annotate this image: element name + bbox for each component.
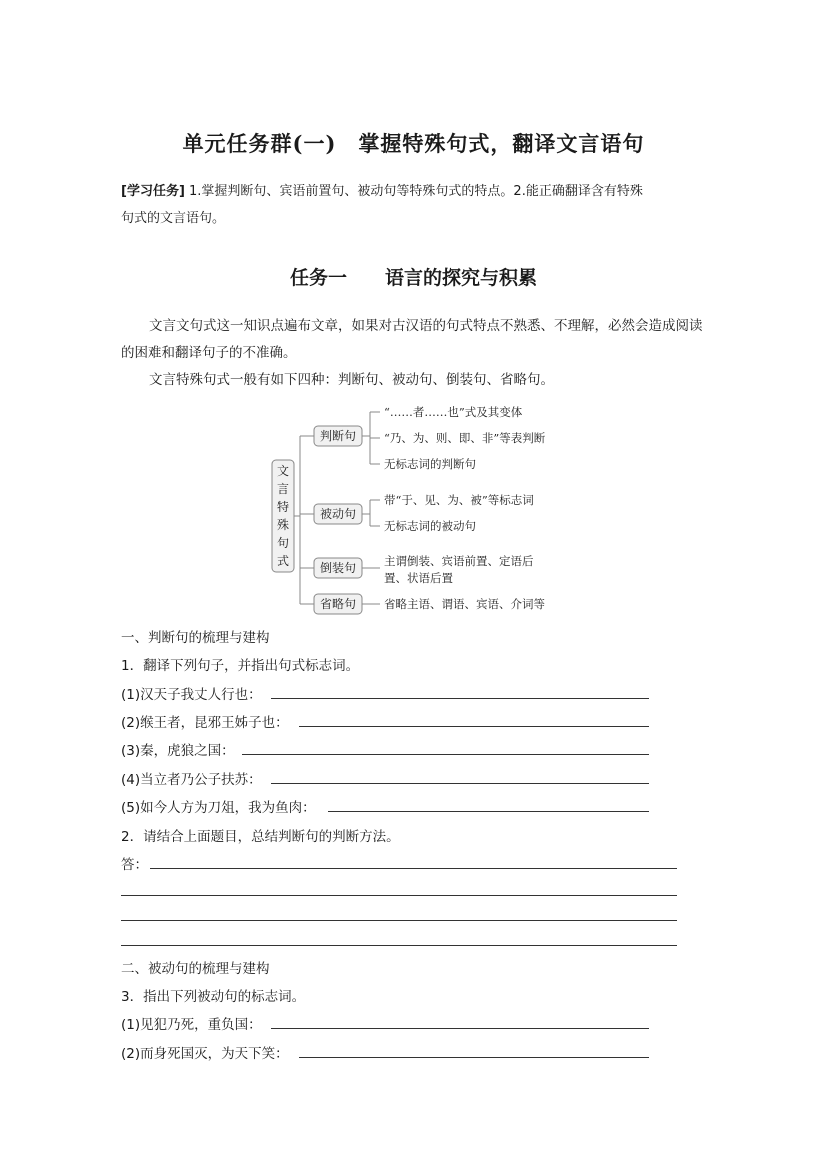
task-title: 任务一 语言的探究与积累 — [289, 267, 537, 289]
answer-blank-5[interactable] — [328, 811, 649, 812]
answer-blank-3[interactable] — [242, 754, 649, 755]
answer-line-4[interactable] — [121, 945, 677, 946]
answer-blank-1[interactable] — [271, 698, 649, 699]
objective-text-1: 1.掌握判断句、宾语前置句、被动句等特殊句式的特点。2.能正确翻译含有特殊 — [184, 184, 643, 199]
answer-blank-6[interactable] — [271, 1028, 649, 1029]
answer-label: 答： — [121, 857, 148, 873]
answer-line-2[interactable] — [121, 895, 677, 896]
page-title: 单元任务群(一) 掌握特殊句式，翻译文言语句 — [182, 131, 645, 156]
answer-blank-2[interactable] — [299, 726, 649, 727]
objective-tag: [学习任务] — [121, 184, 185, 199]
s1-item-3: (3)秦，虎狼之国： — [121, 743, 235, 759]
question-2: 2．请结合上面题目，总结判断句的判断方法。 — [121, 829, 400, 845]
diagram-branch-label: 被动句 — [319, 507, 357, 521]
question-1: 1．翻译下列句子，并指出句式标志词。 — [121, 658, 360, 674]
intro-paragraph-2: 文言特殊句式一般有如下四种：判断句、被动句、倒装句、省略句。 — [149, 372, 554, 388]
diagram-item-text: 带“于、见、为、被”等标志词 — [384, 493, 534, 507]
diagram-item-text: 省略主语、谓语、宾语、介词等 — [384, 597, 545, 611]
diagram-item-text: 置、状语后置 — [384, 571, 453, 585]
diagram-item-text: 主谓倒装、宾语前置、定语后 — [384, 554, 534, 568]
s2-item-2: (2)而身死国灭，为天下笑： — [121, 1046, 289, 1062]
diagram-branch-label: 判断句 — [319, 429, 357, 443]
objective-text-2: 句式的文言语句。 — [121, 211, 226, 226]
diagram-branch-label: 省略句 — [319, 597, 357, 611]
diagram-item-text: “乃、为、则、即、非”等表判断 — [384, 431, 546, 445]
diagram-root-label: 文言特殊句式 — [276, 464, 290, 568]
s2-item-1: (1)见犯乃死，重负国： — [121, 1017, 262, 1033]
question-3: 3．指出下列被动句的标志词。 — [121, 989, 306, 1005]
section1-heading: 一、判断句的梳理与建构 — [121, 630, 270, 646]
diagram-item-text: 无标志词的被动句 — [384, 519, 476, 533]
answer-blank-7[interactable] — [299, 1057, 649, 1058]
learning-objective — [121, 178, 711, 232]
answer-line-1[interactable] — [150, 868, 677, 869]
s1-item-2: (2)缑王者，昆邪王姊子也： — [121, 715, 289, 731]
diagram-branch-label: 倒装句 — [319, 561, 357, 575]
s1-item-5: (5)如今人方为刀俎，我为鱼肉： — [121, 800, 316, 816]
sentence-types-diagram — [260, 398, 580, 620]
s1-item-4: (4)当立者乃公子扶苏： — [121, 772, 262, 788]
intro-paragraph-1: 文言文句式这一知识点遍布文章，如果对古汉语的句式特点不熟悉、不理解，必然会造成阅读的困难和翻译句子的不准确。 — [121, 318, 703, 361]
diagram-item-text: “……者……也”式及其变体 — [384, 405, 523, 419]
answer-blank-4[interactable] — [271, 783, 649, 784]
diagram-item-text: 无标志词的判断句 — [384, 457, 476, 471]
s1-item-1: (1)汉天子我丈人行也： — [121, 687, 262, 703]
answer-line-3[interactable] — [121, 920, 677, 921]
section2-heading: 二、被动句的梳理与建构 — [121, 961, 270, 977]
